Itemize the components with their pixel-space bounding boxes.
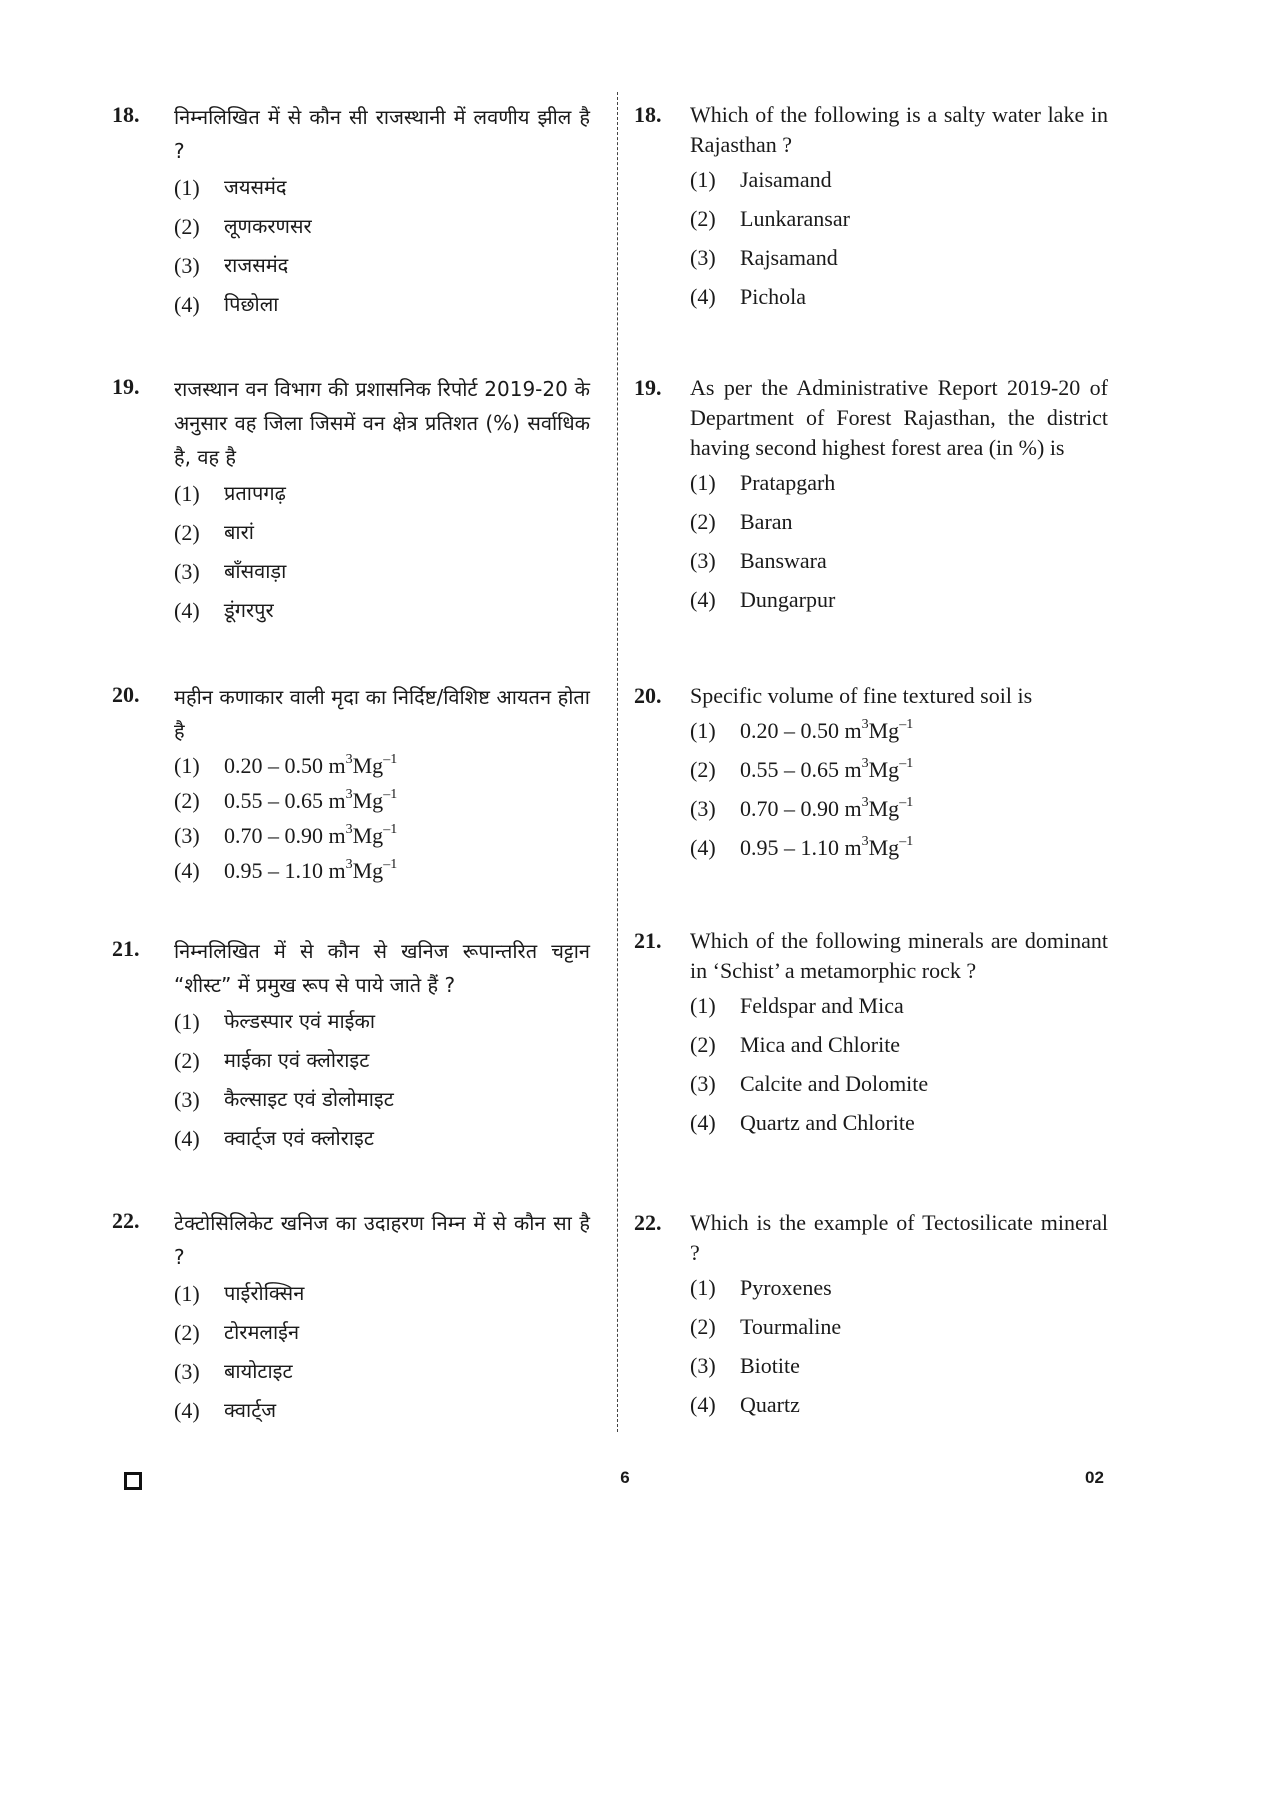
option-number: (3) <box>690 245 716 270</box>
option-range: 0.70 – 0.90 m <box>740 796 862 821</box>
question-number: 20. <box>112 682 140 707</box>
option-text: Calcite and Dolomite <box>740 1071 929 1096</box>
option-range: 0.20 – 0.50 m <box>740 718 862 743</box>
option-number: (4) <box>174 1398 200 1423</box>
option-4 <box>690 277 1108 316</box>
question-text: Which of the following minerals are dominant in ‘Schist’ a metamorphic rock ? <box>690 928 1108 983</box>
option-exponent: –1 <box>383 856 398 872</box>
option-3 <box>690 1346 1108 1385</box>
option-exponent: –1 <box>899 794 914 810</box>
option-4 <box>690 1103 1108 1142</box>
option-number: (4) <box>174 292 200 317</box>
option-3 <box>174 1080 590 1119</box>
option-number: (3) <box>174 559 200 584</box>
option-text: Lunkaransar <box>740 206 850 231</box>
option-number: (1) <box>174 753 200 778</box>
option-number: (1) <box>690 167 716 192</box>
question-21-english <box>628 926 1108 1142</box>
option-exponent: –1 <box>899 755 914 771</box>
option-text <box>740 750 1108 789</box>
question-text: टेक्टोसिलिकेट खनिज का उदाहरण निम्न में से कौन सा है ? <box>174 1211 590 1269</box>
option-number: (4) <box>174 598 200 623</box>
option-text: Quartz and Chlorite <box>740 1110 915 1135</box>
option-unit: Mg <box>352 858 384 883</box>
option-text: लूणकरणसर <box>224 214 312 238</box>
option-exponent: –1 <box>383 786 398 802</box>
option-4 <box>690 828 1108 867</box>
option-number: (4) <box>690 1110 716 1135</box>
option-number: (4) <box>690 587 716 612</box>
option-text: Jaisamand <box>740 167 832 192</box>
option-text: फेल्डस्पार एवं माईका <box>224 1009 376 1033</box>
option-3 <box>174 246 590 285</box>
option-range: 0.20 – 0.50 m <box>224 753 346 778</box>
options-list <box>174 1274 590 1430</box>
options-list <box>690 711 1108 867</box>
option-text <box>224 748 590 783</box>
option-number: (3) <box>174 253 200 278</box>
option-number: (4) <box>174 1126 200 1151</box>
option-number: (3) <box>174 1087 200 1112</box>
option-number: (1) <box>174 481 200 506</box>
option-number: (2) <box>174 1048 200 1073</box>
option-3 <box>690 541 1108 580</box>
page-number: 6 <box>620 1468 630 1487</box>
option-2 <box>174 1041 590 1080</box>
option-unit: Mg <box>352 823 384 848</box>
question-number: 19. <box>634 375 662 400</box>
option-number: (3) <box>690 1071 716 1096</box>
option-1 <box>174 1274 590 1313</box>
option-3 <box>690 238 1108 277</box>
option-3 <box>690 789 1108 828</box>
option-number: (1) <box>690 470 716 495</box>
option-text: पाईरोक्सिन <box>224 1281 305 1305</box>
square-marker-icon <box>124 1472 142 1490</box>
question-18-hindi <box>112 100 590 324</box>
question-21-hindi <box>112 934 590 1158</box>
option-exponent: –1 <box>383 751 398 767</box>
question-text: Which of the following is a salty water lake in Rajasthan ? <box>690 102 1108 157</box>
question-number: 18. <box>112 102 140 127</box>
option-text: Baran <box>740 509 793 534</box>
option-text: Banswara <box>740 548 827 573</box>
option-text <box>740 711 1108 750</box>
option-3 <box>174 818 590 853</box>
option-2 <box>174 783 590 818</box>
option-1 <box>690 1268 1108 1307</box>
option-exponent: –1 <box>899 833 914 849</box>
option-range: 0.55 – 0.65 m <box>740 757 862 782</box>
option-text: बारां <box>224 520 254 544</box>
question-text: Which is the example of Tectosilicate mineral ? <box>690 1210 1108 1265</box>
option-text <box>740 789 1108 828</box>
option-text <box>224 783 590 818</box>
option-text: राजसमंद <box>224 253 289 277</box>
option-number: (3) <box>690 548 716 573</box>
question-text: As per the Administrative Report 2019-20 of Department of Forest Rajasthan, the district having second highest forest area (in %) is <box>690 375 1108 460</box>
option-text: क्वार्ट्ज <box>224 1398 277 1422</box>
options-list <box>174 474 590 630</box>
option-exponent: 3 <box>861 755 869 771</box>
option-text: बाँसवाड़ा <box>224 559 287 583</box>
option-text: Quartz <box>740 1392 800 1417</box>
options-list <box>690 463 1108 619</box>
option-number: (2) <box>690 509 716 534</box>
option-range: 0.55 – 0.65 m <box>224 788 346 813</box>
options-list <box>174 748 590 888</box>
option-4 <box>174 1119 590 1158</box>
options-list <box>690 986 1108 1142</box>
question-number: 22. <box>112 1208 140 1233</box>
option-text <box>224 818 590 853</box>
question-number: 20. <box>634 683 662 708</box>
option-number: (2) <box>690 206 716 231</box>
option-1 <box>690 463 1108 502</box>
option-exponent: 3 <box>345 786 353 802</box>
option-number: (4) <box>690 835 716 860</box>
options-list <box>174 168 590 324</box>
option-1 <box>690 986 1108 1025</box>
option-1 <box>690 711 1108 750</box>
option-text <box>224 853 590 888</box>
option-number: (3) <box>690 1353 716 1378</box>
booklet-code: 02 <box>1085 1468 1104 1487</box>
option-text: Feldspar and Mica <box>740 993 904 1018</box>
question-text: निम्नलिखित में से कौन से खनिज रूपान्तरित चट्टान “शीस्ट” में प्रमुख रूप से पाये जाते हैं ? <box>174 939 590 997</box>
option-exponent: 3 <box>861 716 869 732</box>
option-text: Pichola <box>740 284 806 309</box>
option-number: (4) <box>174 858 200 883</box>
option-unit: Mg <box>868 757 900 782</box>
option-3 <box>690 1064 1108 1103</box>
option-number: (2) <box>690 1032 716 1057</box>
option-4 <box>174 1391 590 1430</box>
question-text: निम्नलिखित में से कौन सी राजस्थानी में लवणीय झील है ? <box>174 105 590 163</box>
question-20-english <box>628 681 1108 867</box>
option-number: (1) <box>690 1275 716 1300</box>
option-4 <box>174 853 590 888</box>
options-list <box>174 1002 590 1158</box>
option-exponent: 3 <box>861 833 869 849</box>
option-exponent: –1 <box>383 821 398 837</box>
question-19-hindi <box>112 372 590 630</box>
option-number: (4) <box>690 1392 716 1417</box>
question-text: Specific volume of fine textured soil is <box>690 683 1033 708</box>
option-2 <box>174 1313 590 1352</box>
question-number: 18. <box>634 102 662 127</box>
option-1 <box>174 168 590 207</box>
option-unit: Mg <box>352 788 384 813</box>
option-text: Pratapgarh <box>740 470 836 495</box>
option-4 <box>174 285 590 324</box>
option-text: कैल्साइट एवं डोलोमाइट <box>224 1087 394 1111</box>
option-number: (1) <box>174 1009 200 1034</box>
option-number: (1) <box>174 1281 200 1306</box>
option-range: 0.95 – 1.10 m <box>740 835 862 860</box>
option-4 <box>174 591 590 630</box>
option-text: Tourmaline <box>740 1314 842 1339</box>
option-number: (2) <box>690 1314 716 1339</box>
options-list <box>690 160 1108 316</box>
option-3 <box>174 1352 590 1391</box>
option-4 <box>690 1385 1108 1424</box>
option-text: Dungarpur <box>740 587 836 612</box>
option-number: (2) <box>174 520 200 545</box>
option-1 <box>174 474 590 513</box>
options-list <box>690 1268 1108 1424</box>
option-2 <box>690 750 1108 789</box>
option-text: Rajsamand <box>740 245 838 270</box>
question-22-hindi <box>112 1206 590 1430</box>
question-22-english <box>628 1208 1108 1424</box>
option-text: क्वार्ट्ज एवं क्लोराइट <box>224 1126 374 1150</box>
option-text: पिछोला <box>224 292 279 316</box>
option-text: बायोटाइट <box>224 1359 293 1383</box>
option-unit: Mg <box>868 718 900 743</box>
question-number: 22. <box>634 1210 662 1235</box>
option-unit: Mg <box>868 835 900 860</box>
option-2 <box>690 502 1108 541</box>
question-number: 19. <box>112 374 140 399</box>
option-unit: Mg <box>868 796 900 821</box>
option-range: 0.95 – 1.10 m <box>224 858 346 883</box>
option-text: जयसमंद <box>224 175 287 199</box>
question-20-hindi <box>112 680 590 888</box>
option-1 <box>690 160 1108 199</box>
option-exponent: 3 <box>861 794 869 810</box>
option-exponent: 3 <box>345 751 353 767</box>
option-text: Pyroxenes <box>740 1275 832 1300</box>
option-number: (2) <box>174 1320 200 1345</box>
option-4 <box>690 580 1108 619</box>
option-exponent: 3 <box>345 856 353 872</box>
question-text: महीन कणाकार वाली मृदा का निर्दिष्ट/विशिष्ट आयतन होता है <box>174 685 590 743</box>
option-range: 0.70 – 0.90 m <box>224 823 346 848</box>
option-number: (3) <box>690 796 716 821</box>
question-text: राजस्थान वन विभाग की प्रशासनिक रिपोर्ट 2019-20 के अनुसार वह जिला जिसमें वन क्षेत्र प्रतिशत (%) सर्वाधिक है, वह है <box>174 377 590 469</box>
question-19-english <box>628 373 1108 619</box>
option-number: (2) <box>174 214 200 239</box>
question-18-english <box>628 100 1108 316</box>
question-number: 21. <box>112 936 140 961</box>
option-text: टोरमलाईन <box>224 1320 300 1344</box>
option-unit: Mg <box>352 753 384 778</box>
option-1 <box>174 748 590 783</box>
option-exponent: 3 <box>345 821 353 837</box>
option-text: Mica and Chlorite <box>740 1032 901 1057</box>
option-2 <box>690 1307 1108 1346</box>
option-2 <box>174 513 590 552</box>
option-3 <box>174 552 590 591</box>
option-number: (1) <box>174 175 200 200</box>
option-2 <box>174 207 590 246</box>
option-text: प्रतापगढ़ <box>224 481 286 505</box>
option-number: (1) <box>690 718 716 743</box>
option-exponent: –1 <box>899 716 914 732</box>
option-number: (3) <box>174 823 200 848</box>
option-text <box>740 828 1108 867</box>
option-number: (3) <box>174 1359 200 1384</box>
option-1 <box>174 1002 590 1041</box>
option-text: माईका एवं क्लोराइट <box>224 1048 370 1072</box>
option-number: (2) <box>690 757 716 782</box>
option-number: (1) <box>690 993 716 1018</box>
question-number: 21. <box>634 928 662 953</box>
option-2 <box>690 199 1108 238</box>
option-number: (2) <box>174 788 200 813</box>
option-text: डूंगरपुर <box>224 598 274 622</box>
option-text: Biotite <box>740 1353 800 1378</box>
option-2 <box>690 1025 1108 1064</box>
column-divider <box>617 92 618 1432</box>
option-number: (4) <box>690 284 716 309</box>
